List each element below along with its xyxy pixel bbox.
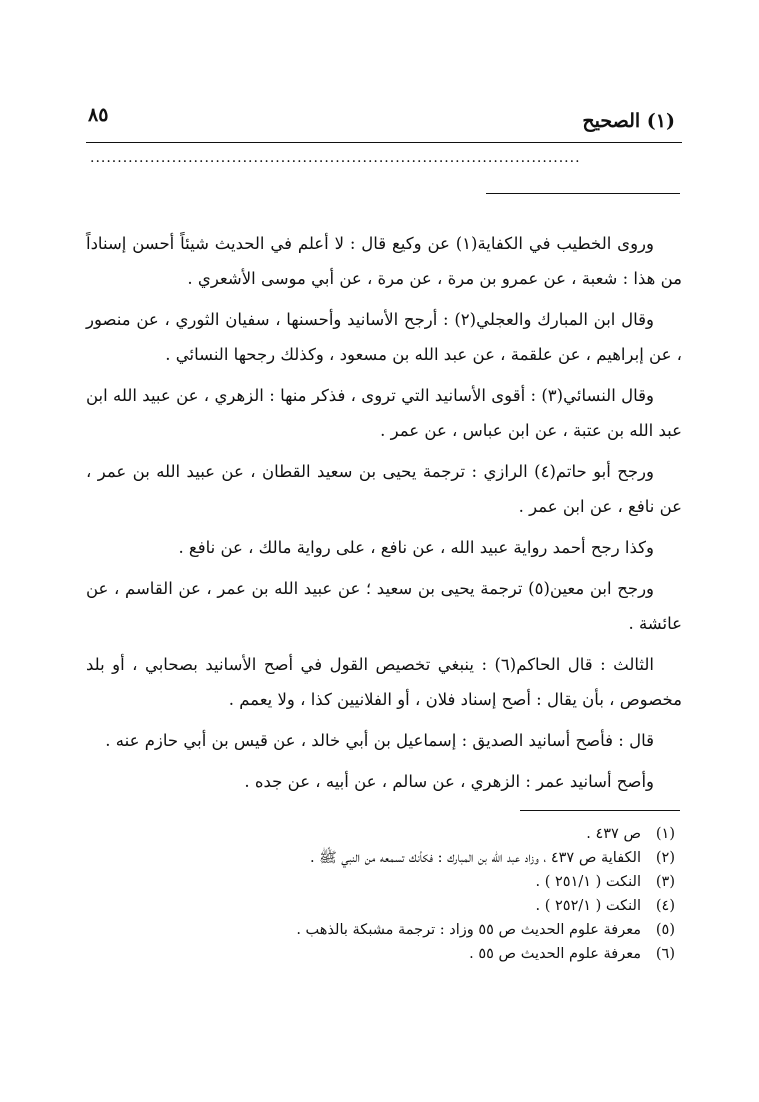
footnote-number: (٦) — [655, 946, 675, 962]
paragraph: وقال النسائي(٣) : أقوى الأسانيد التي تروى ، فذكر منها : الزهري ، عن عبيد الله ابن عبد الله بن عتبة ، عن ابن عباس ، عن عمر . — [86, 386, 682, 440]
page-number: ٨٥ — [88, 104, 109, 126]
paragraph: وأصح أسانيد عمر : الزهري ، عن سالم ، عن أبيه ، عن جده . — [244, 772, 654, 791]
footnote — [75, 822, 675, 846]
footnote-number: (١) — [655, 826, 675, 842]
paragraph: قال : فأصح أسانيد الصديق : إسماعيل بن أبي خالد ، عن قيس بن أبي حازم عنه . — [105, 731, 654, 750]
paragraph: وقال ابن المبارك والعجلي(٢) : أرجح الأسانيد وأحسنها ، سفيان الثوري ، عن منصور ، عن إبراهيم ، عن علقمة ، عن عبد الله بن مسعود ، وكذلك رجحها النسائي . — [86, 310, 682, 364]
paragraph: وروى الخطيب في الكفاية(١) عن وكيع قال : لا أعلم في الحديث شيئاً أحسن إسناداً من هذا : شعبة ، عن عمرو بن مرة ، عن مرة ، عن أبي موسى الأشعري . — [86, 234, 682, 288]
footnote-text: ص ٤٣٧ . — [586, 826, 641, 842]
footnote-number: (٣) — [655, 874, 675, 890]
footnote-number: (٢) — [655, 850, 675, 866]
footnote-number: (٥) — [655, 922, 675, 938]
footnote — [75, 846, 675, 870]
header-divider — [86, 142, 682, 143]
footnote-text: معرفة علوم الحديث ص ٥٥ . — [469, 946, 641, 962]
paragraph: ورجح أبو حاتم(٤) الرازي : ترجمة يحيى بن سعيد القطان ، عن عبيد الله بن عمر ، عن نافع ، عن ابن عمر . — [86, 462, 682, 516]
short-divider — [486, 193, 680, 194]
chapter-title: (١) الصحيح — [582, 110, 675, 132]
footnote — [75, 918, 675, 942]
footnote — [75, 942, 675, 966]
paragraph: ورجح ابن معين(٥) ترجمة يحيى بن سعيد ؛ عن عبيد الله بن عمر ، عن القاسم ، عن عائشة . — [86, 579, 682, 633]
footnote-divider — [520, 810, 680, 811]
body-text — [86, 226, 682, 805]
dotted-separator: .......................................................................................... — [90, 150, 581, 166]
footnote-text: النكت ( ٢٥١/١ ) . — [535, 874, 641, 890]
footnote-number: (٤) — [655, 898, 675, 914]
footnote — [75, 870, 675, 894]
footnotes — [75, 822, 675, 966]
footnote-text: معرفة علوم الحديث ص ٥٥ وزاد : ترجمة مشبكة بالذهب . — [296, 922, 641, 938]
footnote-text: الكفاية ص ٤٣٧ ، وزاد عبد الله بن المبارك : فكأنك تسمعه من النبي ﷺ . — [309, 850, 641, 866]
paragraph: الثالث : قال الحاكم(٦) : ينبغي تخصيص القول في أصح الأسانيد بصحابي ، أو بلد مخصوص ، بأن يقال : أصح إسناد فلان ، أو الفلانيين كذا ، ولا يعمم . — [86, 655, 682, 709]
footnote-text: النكت ( ٢٥٢/١ ) . — [535, 898, 641, 914]
paragraph: وكذا رجح أحمد رواية عبيد الله ، عن نافع ، على رواية مالك ، عن نافع . — [178, 538, 654, 557]
footnote — [75, 894, 675, 918]
